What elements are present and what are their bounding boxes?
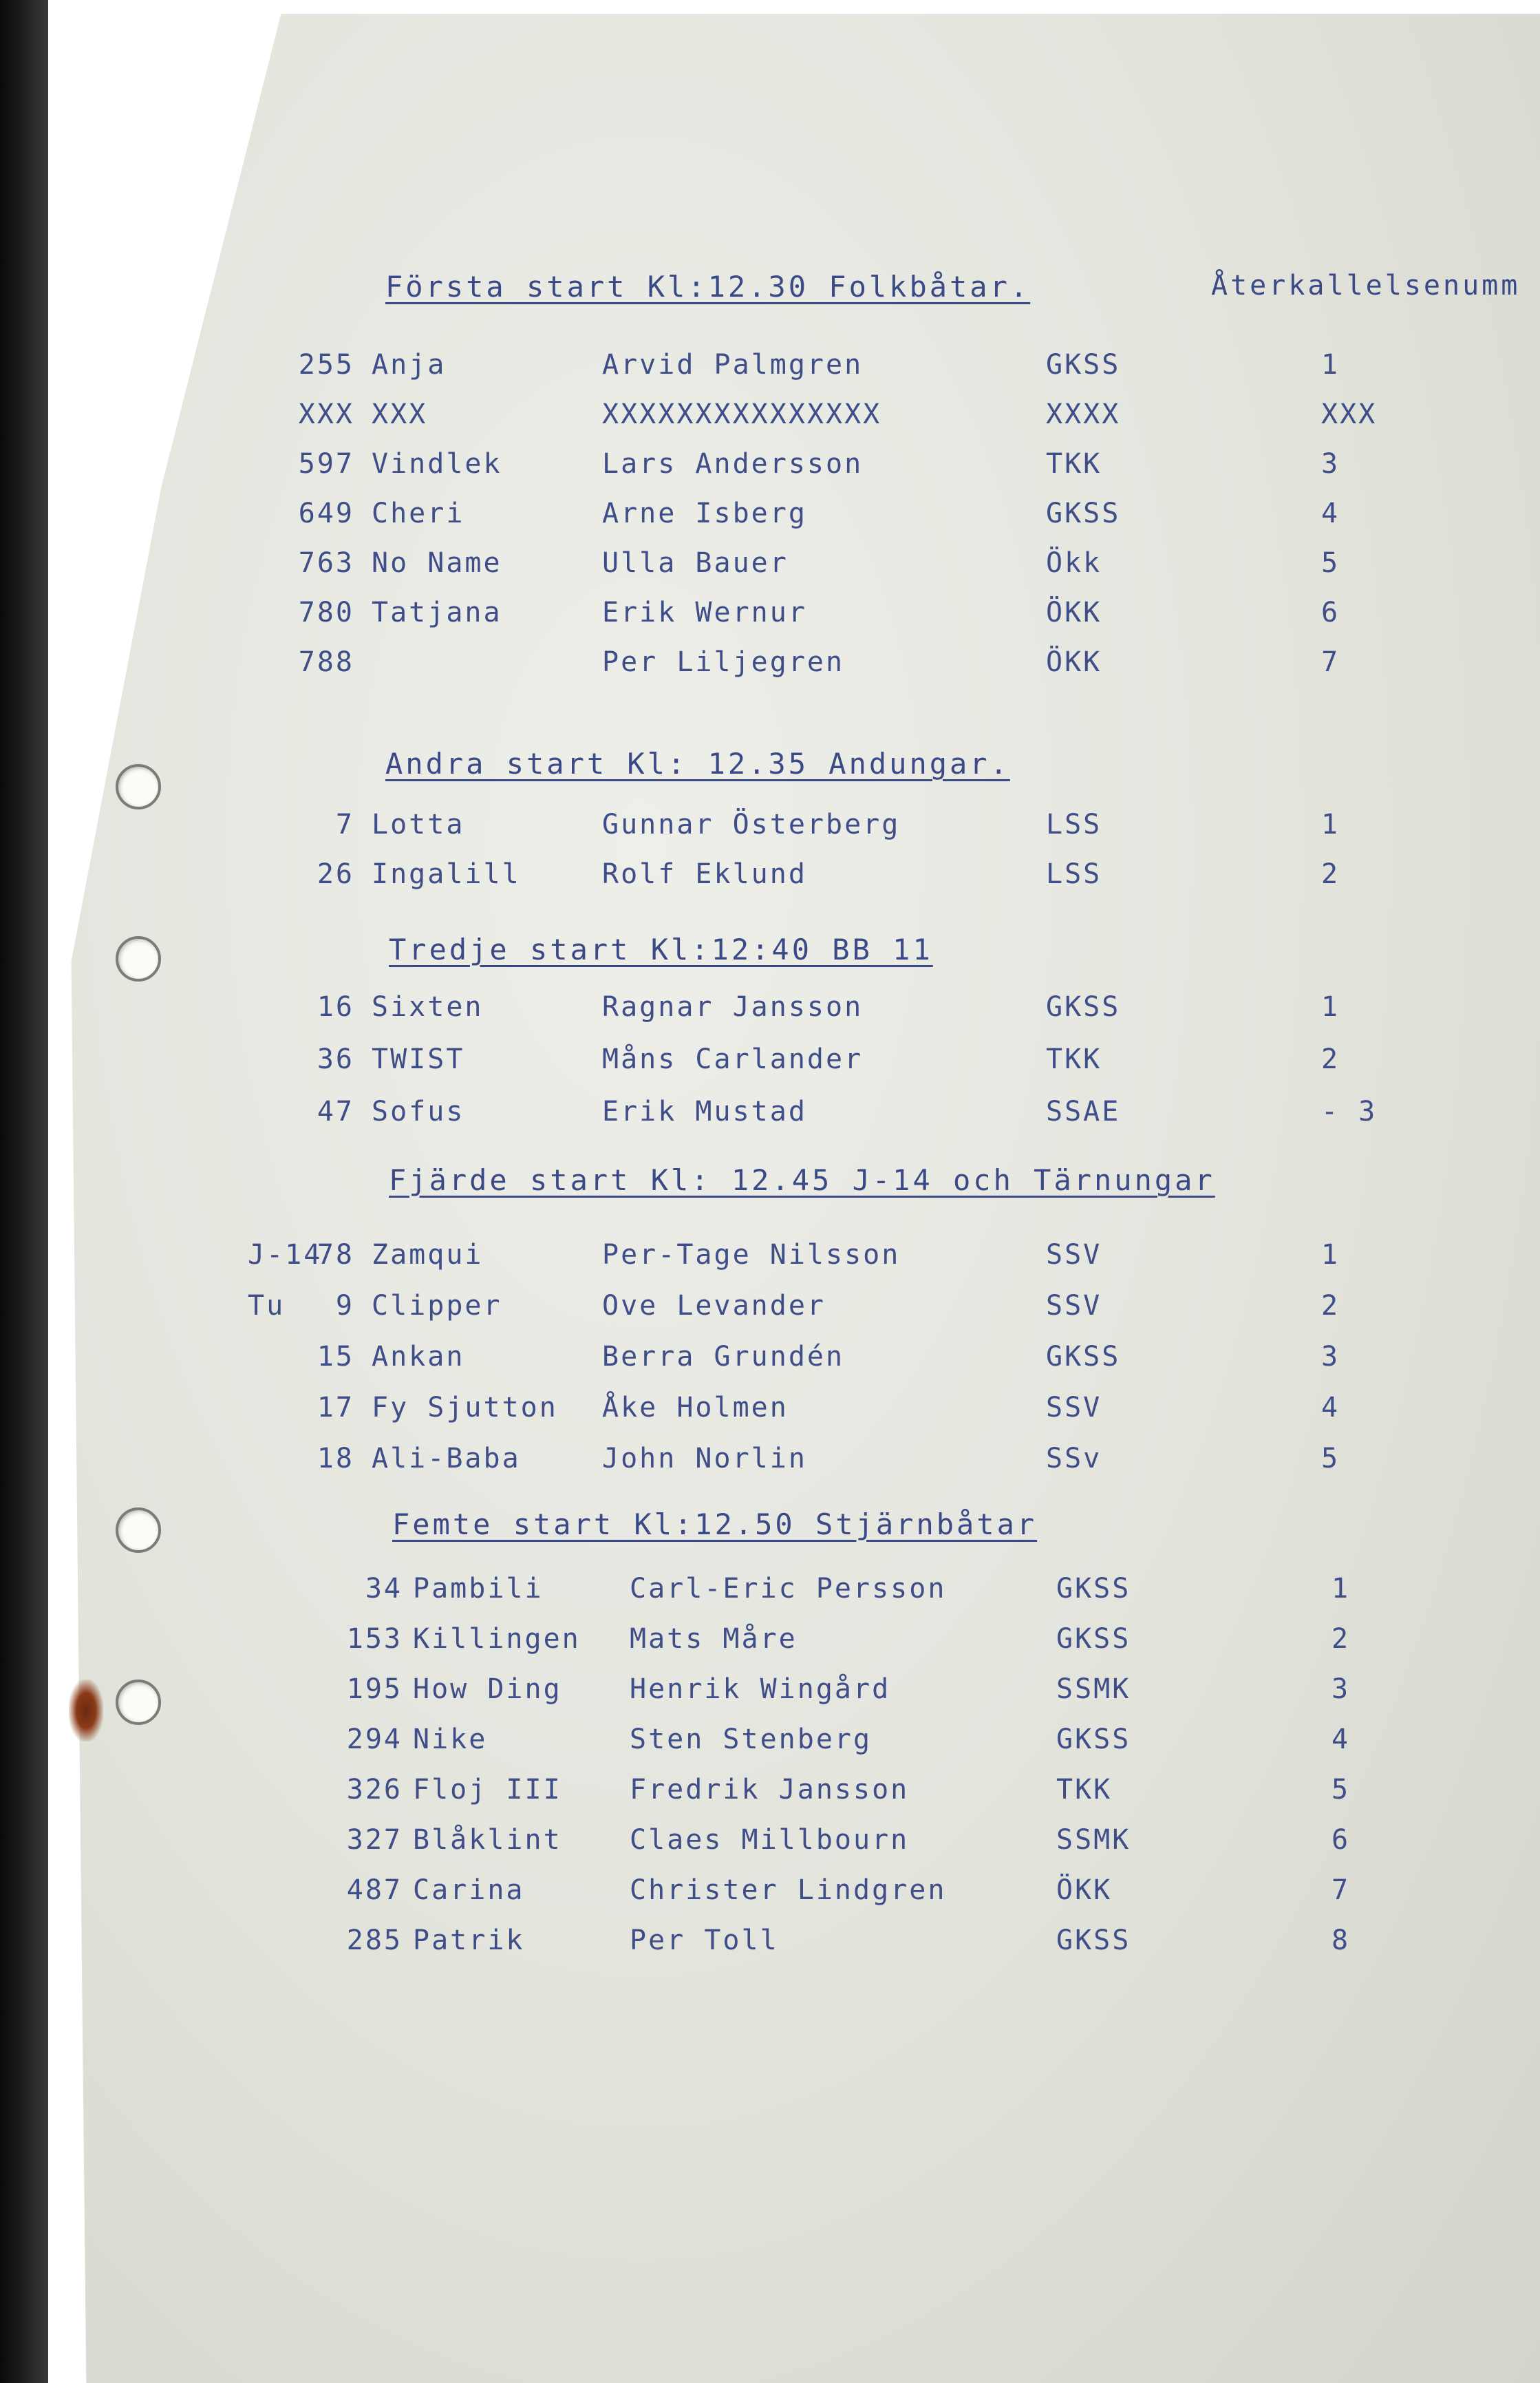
sail-number: 487 bbox=[346, 1874, 403, 1906]
club-code: SSAE bbox=[1046, 1096, 1121, 1127]
boat-name: Fy Sjutton bbox=[372, 1392, 558, 1423]
club-code: GKSS bbox=[1056, 1623, 1131, 1655]
entry-row bbox=[0, 809, 1540, 850]
skipper-name: Henrik Wingård bbox=[630, 1673, 891, 1705]
section-heading: Fjärde start Kl: 12.45 J-14 och Tärnungar bbox=[389, 1163, 1215, 1197]
skipper-name: Rolf Eklund bbox=[602, 858, 807, 890]
entry-row bbox=[0, 1724, 1540, 1765]
recall-number: 3 bbox=[1321, 448, 1340, 480]
recall-number: 5 bbox=[1321, 1443, 1340, 1474]
skipper-name: Arne Isberg bbox=[602, 498, 807, 529]
entry-row bbox=[0, 1925, 1540, 1966]
recall-number: 3 bbox=[1332, 1673, 1351, 1705]
skipper-name: Sten Stenberg bbox=[630, 1724, 873, 1755]
boat-name: Ali-Baba bbox=[372, 1443, 521, 1474]
entry-row bbox=[0, 1392, 1540, 1433]
sail-number: 47 bbox=[317, 1096, 354, 1127]
recall-number: 1 bbox=[1321, 809, 1340, 840]
club-code: SSV bbox=[1046, 1392, 1102, 1423]
sail-number: 649 bbox=[298, 498, 354, 529]
club-code: GKSS bbox=[1046, 498, 1121, 529]
club-code: TKK bbox=[1056, 1774, 1113, 1805]
club-code: ÖKK bbox=[1046, 597, 1102, 628]
entry-row bbox=[0, 1290, 1540, 1331]
sail-number: 780 bbox=[298, 597, 354, 628]
entry-row bbox=[0, 498, 1540, 539]
boat-name: Zamqui bbox=[372, 1239, 484, 1271]
boat-name: Sixten bbox=[372, 991, 484, 1023]
club-code: GKSS bbox=[1056, 1925, 1131, 1956]
skipper-name: Berra Grundén bbox=[602, 1341, 845, 1373]
sail-number: 15 bbox=[317, 1341, 354, 1373]
entry-row bbox=[0, 1623, 1540, 1664]
sail-number: 36 bbox=[317, 1044, 354, 1075]
entry-row bbox=[0, 1774, 1540, 1815]
sail-number: 195 bbox=[346, 1673, 403, 1705]
club-code: SSMK bbox=[1056, 1824, 1131, 1856]
punch-hole bbox=[116, 1507, 161, 1553]
skipper-name: XXXXXXXXXXXXXXX bbox=[602, 399, 882, 430]
boat-name: Ankan bbox=[372, 1341, 465, 1373]
boat-name: Killingen bbox=[413, 1623, 581, 1655]
recall-number: 7 bbox=[1332, 1874, 1351, 1906]
entry-row bbox=[0, 547, 1540, 589]
recall-number: 1 bbox=[1332, 1573, 1351, 1604]
entry-row bbox=[0, 399, 1540, 440]
entry-row bbox=[0, 646, 1540, 688]
skipper-name: Erik Wernur bbox=[602, 597, 807, 628]
sail-number: 9 bbox=[335, 1290, 354, 1322]
recall-number: 7 bbox=[1321, 646, 1340, 678]
skipper-name: Christer Lindgren bbox=[630, 1874, 947, 1906]
skipper-name: Claes Millbourn bbox=[630, 1824, 910, 1856]
skipper-name: Ulla Bauer bbox=[602, 547, 789, 579]
entry-row bbox=[0, 1341, 1540, 1382]
skipper-name: Mats Måre bbox=[630, 1623, 798, 1655]
boat-name: Vindlek bbox=[372, 448, 502, 480]
skipper-name: Ove Levander bbox=[602, 1290, 826, 1322]
club-code: TKK bbox=[1046, 1044, 1102, 1075]
sail-number: 26 bbox=[317, 858, 354, 890]
boat-name: No Name bbox=[372, 547, 502, 579]
recall-number: 2 bbox=[1321, 1290, 1340, 1322]
club-code: TKK bbox=[1046, 448, 1102, 480]
skipper-name: Ragnar Jansson bbox=[602, 991, 864, 1023]
sail-number: 255 bbox=[298, 349, 354, 381]
sail-number: 34 bbox=[365, 1573, 403, 1604]
entry-row bbox=[0, 1824, 1540, 1865]
recall-number-header: Återkallelsenumm bbox=[1211, 270, 1521, 301]
boat-name: Clipper bbox=[372, 1290, 502, 1322]
club-code: ÖKK bbox=[1056, 1874, 1113, 1906]
recall-number: 6 bbox=[1332, 1824, 1351, 1856]
recall-number: 2 bbox=[1321, 858, 1340, 890]
club-code: GKSS bbox=[1046, 1341, 1121, 1373]
boat-name: Floj III bbox=[413, 1774, 562, 1805]
club-code: GKSS bbox=[1056, 1724, 1131, 1755]
recall-number: 8 bbox=[1332, 1925, 1351, 1956]
skipper-name: Fredrik Jansson bbox=[630, 1774, 910, 1805]
section-heading: Tredje start Kl:12:40 BB 11 bbox=[389, 933, 933, 966]
entry-row bbox=[0, 1874, 1540, 1916]
skipper-name: Arvid Palmgren bbox=[602, 349, 864, 381]
sail-number: 294 bbox=[346, 1724, 403, 1755]
entry-row bbox=[0, 1239, 1540, 1280]
club-code: SSMK bbox=[1056, 1673, 1131, 1705]
skipper-name: Per-Tage Nilsson bbox=[602, 1239, 901, 1271]
club-code: GKSS bbox=[1056, 1573, 1131, 1604]
entry-row bbox=[0, 448, 1540, 489]
skipper-name: Åke Holmen bbox=[602, 1392, 789, 1423]
boat-name: Cheri bbox=[372, 498, 465, 529]
sail-number: 788 bbox=[298, 646, 354, 678]
sail-number: 285 bbox=[346, 1925, 403, 1956]
section-heading: Femte start Kl:12.50 Stjärnbåtar bbox=[392, 1507, 1038, 1541]
skipper-name: Gunnar Österberg bbox=[602, 809, 901, 840]
entry-row bbox=[0, 1443, 1540, 1484]
entry-row bbox=[0, 1673, 1540, 1715]
class-prefix: J-14 bbox=[248, 1239, 323, 1271]
recall-number: 5 bbox=[1332, 1774, 1351, 1805]
punch-hole bbox=[116, 764, 161, 809]
sail-number: 18 bbox=[317, 1443, 354, 1474]
boat-name: Tatjana bbox=[372, 597, 502, 628]
recall-number: - 3 bbox=[1321, 1096, 1378, 1127]
entry-row bbox=[0, 1573, 1540, 1614]
sail-number: 763 bbox=[298, 547, 354, 579]
entry-row bbox=[0, 349, 1540, 390]
club-code: SSV bbox=[1046, 1290, 1102, 1322]
recall-number: XXX bbox=[1321, 399, 1378, 430]
section-heading: Andra start Kl: 12.35 Andungar. bbox=[385, 747, 1010, 781]
club-code: ÖKK bbox=[1046, 646, 1102, 678]
recall-number: 2 bbox=[1332, 1623, 1351, 1655]
boat-name: Carina bbox=[413, 1874, 525, 1906]
skipper-name: Lars Andersson bbox=[602, 448, 864, 480]
skipper-name: John Norlin bbox=[602, 1443, 807, 1474]
boat-name: How Ding bbox=[413, 1673, 562, 1705]
boat-name: XXX bbox=[372, 399, 428, 430]
club-code: LSS bbox=[1046, 858, 1102, 890]
sail-number: 597 bbox=[298, 448, 354, 480]
sail-number: 78 bbox=[317, 1239, 354, 1271]
punch-hole bbox=[116, 936, 161, 982]
sail-number: 326 bbox=[346, 1774, 403, 1805]
club-code: GKSS bbox=[1046, 349, 1121, 381]
club-code: LSS bbox=[1046, 809, 1102, 840]
entry-row bbox=[0, 991, 1540, 1032]
boat-name: Lotta bbox=[372, 809, 465, 840]
entry-row bbox=[0, 1096, 1540, 1137]
recall-number: 6 bbox=[1321, 597, 1340, 628]
sail-number: 327 bbox=[346, 1824, 403, 1856]
recall-number: 2 bbox=[1321, 1044, 1340, 1075]
boat-name: Ingalill bbox=[372, 858, 521, 890]
skipper-name: Per Toll bbox=[630, 1925, 779, 1956]
boat-name: Patrik bbox=[413, 1925, 525, 1956]
sail-number: 16 bbox=[317, 991, 354, 1023]
recall-number: 5 bbox=[1321, 547, 1340, 579]
recall-number: 3 bbox=[1321, 1341, 1340, 1373]
boat-name: Nike bbox=[413, 1724, 488, 1755]
sail-number: XXX bbox=[298, 399, 354, 430]
section-heading: Första start Kl:12.30 Folkbåtar. bbox=[385, 270, 1031, 304]
skipper-name: Måns Carlander bbox=[602, 1044, 864, 1075]
boat-name: Blåklint bbox=[413, 1824, 562, 1856]
boat-name: Anja bbox=[372, 349, 447, 381]
recall-number: 1 bbox=[1321, 991, 1340, 1023]
boat-name: Pambili bbox=[413, 1573, 544, 1604]
skipper-name: Per Liljegren bbox=[602, 646, 845, 678]
recall-number: 4 bbox=[1321, 498, 1340, 529]
skipper-name: Erik Mustad bbox=[602, 1096, 807, 1127]
club-code: SSv bbox=[1046, 1443, 1102, 1474]
class-prefix: Tu bbox=[248, 1290, 286, 1322]
sail-number: 7 bbox=[335, 809, 354, 840]
recall-number: 4 bbox=[1332, 1724, 1351, 1755]
recall-number: 4 bbox=[1321, 1392, 1340, 1423]
club-code: XXXX bbox=[1046, 399, 1121, 430]
boat-name: TWIST bbox=[372, 1044, 465, 1075]
sail-number: 17 bbox=[317, 1392, 354, 1423]
sail-number: 153 bbox=[346, 1623, 403, 1655]
skipper-name: Carl-Eric Persson bbox=[630, 1573, 947, 1604]
recall-number: 1 bbox=[1321, 1239, 1340, 1271]
boat-name: Sofus bbox=[372, 1096, 465, 1127]
entry-row bbox=[0, 597, 1540, 638]
entry-row bbox=[0, 1044, 1540, 1085]
club-code: Ökk bbox=[1046, 547, 1102, 579]
recall-number: 1 bbox=[1321, 349, 1340, 381]
club-code: GKSS bbox=[1046, 991, 1121, 1023]
entry-row bbox=[0, 858, 1540, 900]
club-code: SSV bbox=[1046, 1239, 1102, 1271]
